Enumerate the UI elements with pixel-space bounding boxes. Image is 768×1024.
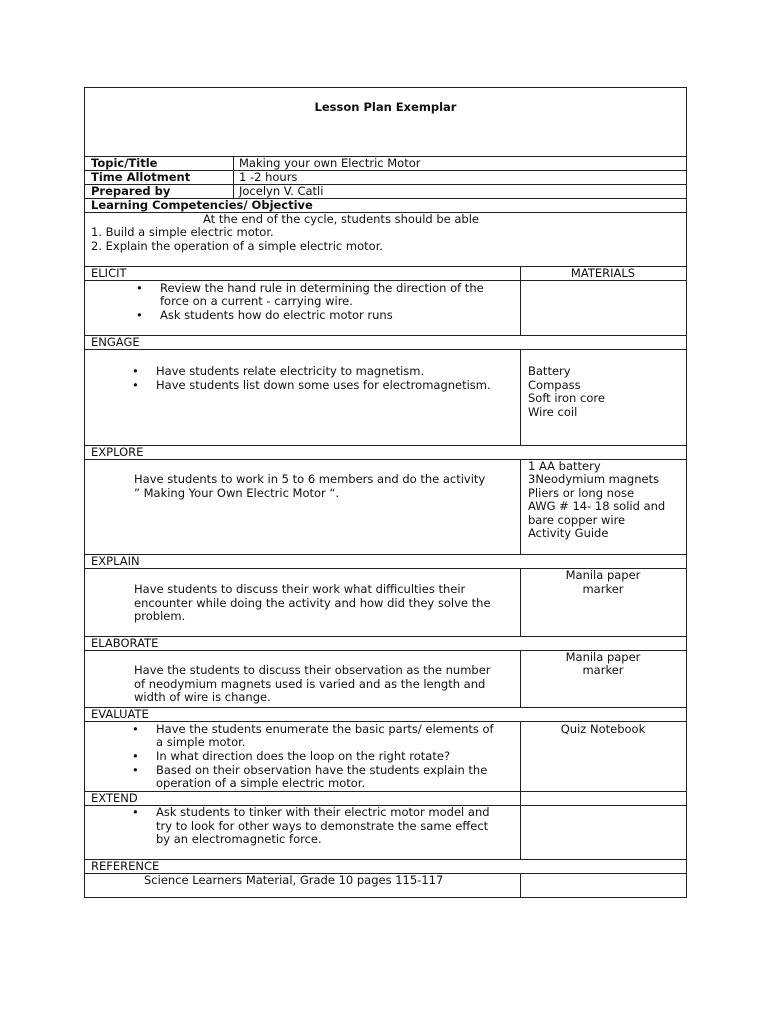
elicit-item-1-cont: force on a current - carrying wire.	[160, 294, 353, 308]
evaluate-item-1-cont: a simple motor.	[156, 735, 246, 749]
elicit-item-2: • Ask students how do electric motor runs	[160, 309, 393, 323]
engage-material-2: Compass	[528, 378, 581, 392]
time-value: 1 -2 hours	[239, 170, 298, 184]
prepared-row	[85, 184, 686, 198]
engage-body	[85, 349, 686, 445]
evaluate-material-1: Quiz Notebook	[560, 722, 646, 736]
competency-1: 1. Build a simple electric motor.	[91, 225, 274, 239]
engage-item-1: • Have students relate electricity to magnetism.	[156, 365, 424, 379]
reference-header	[85, 859, 686, 873]
extend-item-1-cont: try to look for other ways to demonstrate the same effect	[156, 819, 489, 833]
explore-material-4: AWG # 14- 18 solid and	[528, 499, 666, 513]
explain-line-3: problem.	[134, 609, 186, 623]
evaluate-item-2: • In what direction does the loop on the right rotate?	[156, 750, 450, 764]
engage-material-1: Battery	[528, 364, 571, 378]
explore-line-1: Have students to work in 5 to 6 members and do the activity	[134, 472, 486, 486]
explain-header	[85, 554, 686, 568]
document-title: Lesson Plan Exemplar	[314, 100, 457, 114]
explain-material-1: Manila paper	[565, 568, 641, 582]
elaborate-header	[85, 636, 686, 650]
elicit-label: ELICIT	[91, 266, 127, 280]
topic-row	[85, 156, 686, 170]
elaborate-label: ELABORATE	[91, 636, 159, 650]
evaluate-item-1: • Have the students enumerate the basic parts/ elements of	[156, 723, 494, 737]
explore-material-6: Activity Guide	[528, 526, 609, 540]
prepared-label: Prepared by	[91, 184, 171, 198]
extend-body	[85, 805, 686, 859]
explore-line-2: ” Making Your Own Electric Motor “.	[134, 486, 340, 500]
extend-label: EXTEND	[91, 791, 138, 805]
materials-header: MATERIALS	[570, 266, 636, 280]
explain-label: EXPLAIN	[91, 554, 140, 568]
lesson-plan-table	[84, 87, 687, 898]
elaborate-line-1: Have the students to discuss their observation as the number	[134, 663, 491, 677]
extend-header	[85, 791, 686, 805]
topic-value: Making your own Electric Motor	[239, 156, 421, 170]
explain-body	[85, 568, 686, 636]
prepared-value: Jocelyn V. Catli	[239, 184, 324, 198]
elaborate-material-2: marker	[582, 663, 624, 677]
elaborate-material-1: Manila paper	[565, 650, 641, 664]
engage-material-4: Wire coil	[528, 405, 578, 419]
competencies-row	[85, 198, 686, 212]
explain-line-2: encounter while doing the activity and how did they solve the	[134, 596, 491, 610]
competencies-label: Learning Competencies/ Objective	[91, 198, 313, 212]
engage-header	[85, 335, 686, 349]
explore-material-3: Pliers or long nose	[528, 486, 635, 500]
extend-item-1-cont2: by an electromagnetic force.	[156, 832, 322, 846]
extend-item-1: • Ask students to tinker with their electric motor model and	[156, 806, 490, 820]
explain-line-1: Have students to discuss their work what difficulties their	[134, 582, 466, 596]
elaborate-line-3: width of wire is change.	[134, 690, 271, 704]
topic-label: Topic/Title	[91, 156, 158, 170]
evaluate-body	[85, 721, 686, 791]
reference-label: REFERENCE	[91, 859, 160, 873]
competencies-body	[85, 212, 686, 266]
engage-label: ENGAGE	[91, 335, 140, 349]
engage-material-3: Soft iron core	[528, 391, 605, 405]
time-row	[85, 170, 686, 184]
evaluate-item-3-cont: operation of a simple electric motor.	[156, 776, 366, 790]
competency-2: 2. Explain the operation of a simple electric motor.	[91, 239, 384, 253]
explore-material-2: 3Neodymium magnets	[528, 472, 660, 486]
explore-header	[85, 445, 686, 459]
evaluate-header	[85, 707, 686, 721]
elicit-header	[85, 266, 686, 280]
elaborate-line-2: of neodymium magnets used is varied and as the length and	[134, 677, 486, 691]
time-label: Time Allotment	[91, 170, 191, 184]
engage-item-2: • Have students list down some uses for electromagnetism.	[156, 379, 491, 393]
elicit-body	[85, 280, 686, 335]
explore-material-1: 1 AA battery	[528, 459, 601, 473]
elicit-item-1: • Review the hand rule in determining the direction of the	[160, 282, 484, 296]
explore-label: EXPLORE	[91, 445, 144, 459]
evaluate-label: EVALUATE	[91, 707, 149, 721]
explore-material-5: bare copper wire	[528, 513, 626, 527]
explore-body	[85, 459, 686, 555]
competencies-intro: At the end of the cycle, students should be able	[203, 212, 479, 226]
reference-body	[85, 873, 686, 898]
explain-material-2: marker	[582, 582, 624, 596]
reference-text: Science Learners Material, Grade 10 pages 115-117	[144, 873, 444, 887]
evaluate-item-3: • Based on their observation have the students explain the	[156, 764, 487, 778]
elaborate-body	[85, 650, 686, 707]
